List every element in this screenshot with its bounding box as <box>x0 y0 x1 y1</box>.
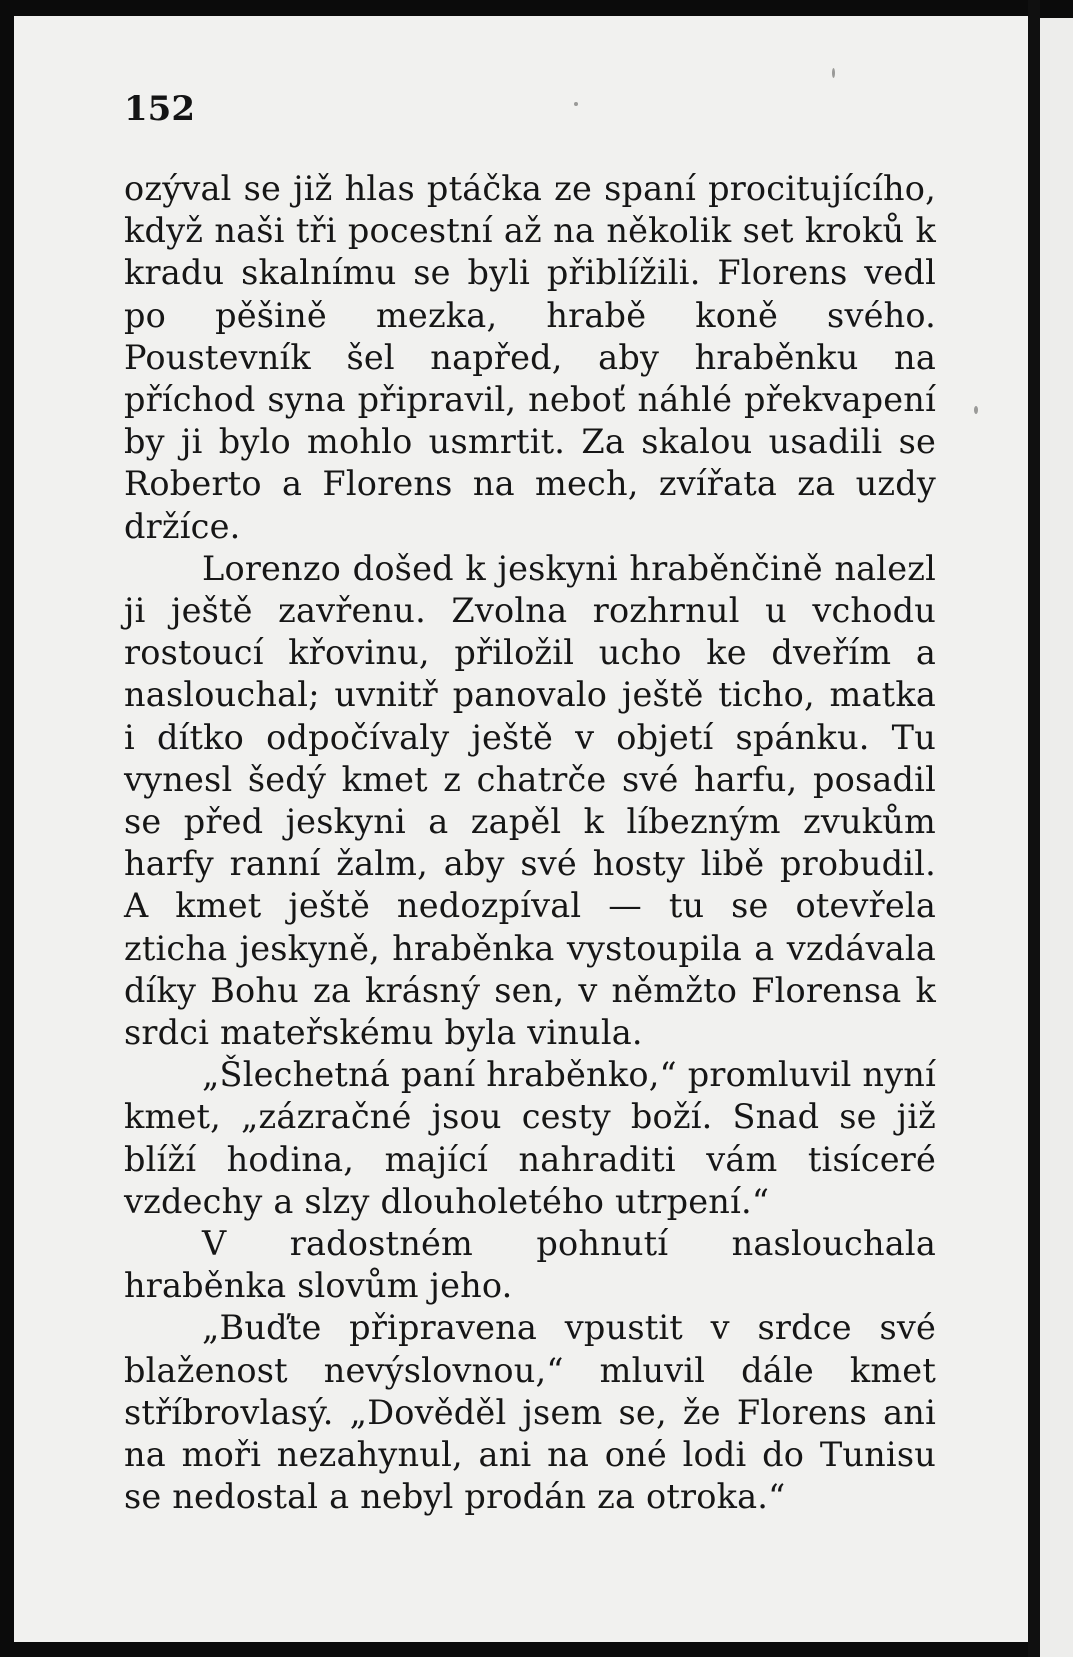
paragraph-3: „Šlechetná paní hraběnko,“ promluvil nyní kmet, „zázračné jsou cesty boží. Snad se již blíží hodina, mající nahraditi vám tisíceré vzdechy a slzy dlouholetého utrpení.“ <box>124 1055 936 1221</box>
print-speck <box>974 406 978 414</box>
paragraph-5: „Buďte připravena vpustit v srdce své blaženost nevýslovnou,“ mluvil dále kmet stříbrovlasý. „Dověděl jsem se, že Florens ani na moři nezahynul, ani na oné lodi do Tunisu se nedostal a nebyl prodán za otroka.“ <box>124 1308 936 1517</box>
page-number: 152 <box>124 89 195 129</box>
paragraph-2: Lorenzo došed k jeskyni hraběnčině nalezl ji ještě zavřenu. Zvolna rozhrnul u vchodu rostoucí křovinu, přiložil ucho ke dveřím a naslouchal; uvnitř panovalo ještě ticho, matka i dítko odpočívaly ještě v objetí spánku. Tu vynesl šedý kmet z chatrče své harfu, posadil se před jeskyni a zapěl k líbezným zvukům harfy ranní žalm, aby své hosty libě probudil. A kmet ještě nedozpíval — tu se otevřela zticha jeskyně, hraběnka vystoupila a vzdávala díky Bohu za krásný sen, v němžto Florensa k srdci mateřskému byla vinula. <box>124 548 936 1053</box>
paragraph-4: V radostném pohnutí naslouchala hraběnka slovům jeho. <box>124 1224 936 1306</box>
body-text <box>124 168 936 1519</box>
facing-page-edge <box>1040 18 1073 1657</box>
print-speck <box>574 102 578 106</box>
binding-shadow <box>1028 0 1040 1657</box>
print-speck <box>832 68 835 78</box>
paragraph-1: ozýval se již hlas ptáčka ze spaní procitujícího, když naši tři pocestní až na několik set kroků k kradu skalnímu se byli přiblížili. Florens vedl po pěšině mezka, hrabě koně svého. Poustevník šel napřed, aby hraběnku na příchod syna připravil, neboť náhlé překvapení by ji bylo mohlo usmrtit. Za skalou usadili se Roberto a Florens na mech, zvířata za uzdy držíce. <box>124 169 936 546</box>
